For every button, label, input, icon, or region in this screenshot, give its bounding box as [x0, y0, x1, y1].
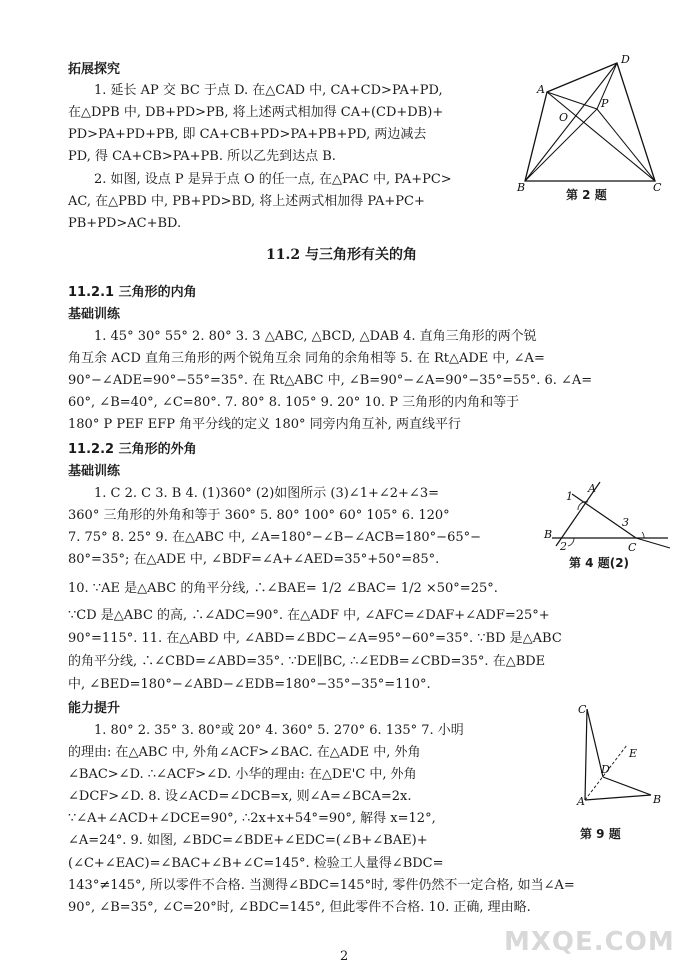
answer-line: 143°≠145°, 所以零件不合格. 当测得∠BDC=145°时, 零件仍然不一定合格, 如当∠A= — [68, 878, 575, 893]
svg-text:B: B — [544, 528, 553, 541]
figure-2-caption: 第 2 题 — [566, 188, 607, 202]
answer-line: ∠BAC>∠D. ∴∠ACF>∠D. 小华的理由: 在△DE'C 中, 外角 — [68, 767, 417, 782]
answer-line: 的角平分线, ∴∠CBD=∠ABD=35°. ∵DE∥BC, ∴∠EDB=∠CBD=35°. 在△BDE — [68, 654, 546, 669]
svg-text:P: P — [601, 97, 609, 110]
extend-line-6: AC, 在△PBD 中, PB+PD>BD, 将上述两式相加得 PA+PC+ — [68, 194, 425, 209]
answer-line: ∵CD 是△ABC 的高, ∴∠ADC=90°. 在△ADF 中, ∠AFC=∠DAF+∠ADF=25°+ — [68, 608, 550, 623]
answer-line: 的理由: 在△ABC 中, 外角∠ACF>∠BAC. 在△ADE 中, 外角 — [68, 745, 421, 760]
figure-9-dart-shape — [575, 705, 665, 810]
svg-text:A: A — [577, 795, 585, 808]
answer-line: ∵∠A+∠ACD+∠DCE=90°, ∴2x+x+54°=90°, 解得 x=12°, — [68, 811, 436, 826]
extend-line-1: 1. 延长 AP 交 BC 于点 D. 在△CAD 中, CA+CD>PA+PD, — [94, 83, 443, 98]
subsection-title-11-2-2: 11.2.2 三角形的外角 — [68, 442, 197, 457]
answer-line: 10. ∵AE 是△ABC 的角平分线, ∴∠BAE= 1/2 ∠BAC= 1/2 ×50°=25°. — [68, 581, 498, 596]
answer-line: 90°=115°. 11. 在△ABD 中, ∠ABD=∠BDC−∠A=95°−60°=35°. ∵BD 是△ABC — [68, 631, 562, 646]
svg-text:C: C — [628, 541, 637, 554]
answer-line: 80°=35°; 在△ADE 中, ∠BDF=∠A+∠AED=35°+50°=85°. — [68, 552, 440, 567]
answer-line: 角互余 ACD 直角三角形的两个锐角互余 同角的余角相等 5. 在 Rt△ADE 中, ∠A= — [68, 351, 545, 366]
extend-line-3: PD>PA+PD+PB, 即 CA+CB+PD>PA+PB+PD, 两边减去 — [68, 127, 427, 142]
answer-line: 1. C 2. C 3. B 4. (1)360° (2)如图所示 (3)∠1+∠2+∠3= — [94, 486, 439, 501]
figure-4-triangle-exterior-angles — [540, 480, 680, 560]
answer-line: 180° P PEF EFP 角平分线的定义 180° 同旁内角互补, 两直线平行 — [68, 417, 461, 432]
svg-text:B: B — [517, 181, 526, 194]
svg-text:D: D — [621, 53, 630, 66]
extend-line-5: 2. 如图, 设点 P 是异于点 O 的任一点, 在△PAC 中, PA+PC> — [94, 172, 452, 187]
extend-line-4: PD, 得 CA+CB>PA+PB. 所以乙先到达点 B. — [68, 149, 336, 164]
answer-line: 1. 80° 2. 35° 3. 80°或 20° 4. 360° 5. 270° 6. 135° 7. 小明 — [94, 723, 464, 738]
basic-training-heading-1: 基础训练 — [68, 307, 121, 322]
svg-text:3: 3 — [622, 516, 629, 529]
extend-line-7: PB+PD>AC+BD. — [68, 216, 182, 231]
answer-line: 90°−∠ADE=90°−55°=35°. 在 Rt△ABC 中, ∠B=90°−∠A=90°−35°=55°. 6. ∠A= — [68, 373, 593, 388]
svg-text:2: 2 — [560, 540, 567, 553]
chapter-title: 11.2 与三角形有关的角 — [266, 247, 417, 263]
svg-text:E: E — [629, 747, 638, 760]
answer-line: ∠DCF>∠D. 8. 设∠ACD=∠DCB=x, 则∠A=∠BCA=2x. — [68, 789, 412, 804]
svg-text:O: O — [559, 111, 569, 124]
answer-line: (∠C+∠EAC)=∠BAC+∠B+∠C=145°. 检验工人量得∠BDC= — [68, 856, 444, 871]
svg-text:1: 1 — [566, 490, 573, 503]
figure-9-caption: 第 9 题 — [580, 827, 621, 841]
answer-line: 中, ∠BED=180°−∠ABD−∠EDB=180°−35°−35°=110°. — [68, 677, 431, 692]
svg-text:B: B — [653, 793, 662, 806]
svg-text:A: A — [537, 83, 545, 96]
answer-line: 7. 75° 8. 25° 9. 在△ABC 中, ∠A=180°−∠B−∠ACB=180°−65°− — [68, 530, 482, 545]
answer-line: 1. 45° 30° 55° 2. 80° 3. 3 △ABC, △BCD, △DAB 4. 直角三角形的两个锐 — [94, 329, 537, 344]
svg-text:C: C — [578, 703, 587, 716]
figure-4-caption: 第 4 题(2) — [569, 556, 630, 570]
extend-line-2: 在△DPB 中, DB+PD>PB, 将上述两式相加得 CA+(CD+DB)+ — [68, 105, 444, 120]
svg-text:D: D — [601, 763, 610, 776]
answer-line: 60°, ∠B=40°, ∠C=80°. 7. 80° 8. 105° 9. 20° 10. P 三角形的内角和等于 — [68, 395, 520, 410]
figure-2-quadrilateral — [515, 55, 665, 195]
ability-heading: 能力提升 — [68, 701, 121, 716]
answer-line: 360° 三角形的外角和等于 360° 5. 80° 100° 60° 105° 6. 120° — [68, 508, 450, 523]
page-number: 2 — [340, 949, 349, 964]
subsection-title-11-2-1: 11.2.1 三角形的内角 — [68, 285, 197, 300]
answer-line: ∠A=24°. 9. 如图, ∠BDC=∠BDE+∠EDC=(∠B+∠BAE)+ — [68, 833, 428, 848]
answer-line: 90°, ∠B=35°, ∠C=20°时, ∠BDC=145°, 但此零件不合格. 10. 正确, 理由略. — [68, 900, 531, 915]
watermark-logo: MXQE.COM — [504, 927, 675, 957]
svg-text:A: A — [588, 482, 596, 495]
svg-text:C: C — [653, 181, 662, 194]
basic-training-heading-2: 基础训练 — [68, 464, 121, 479]
section-heading-extend: 拓展探究 — [68, 62, 121, 77]
